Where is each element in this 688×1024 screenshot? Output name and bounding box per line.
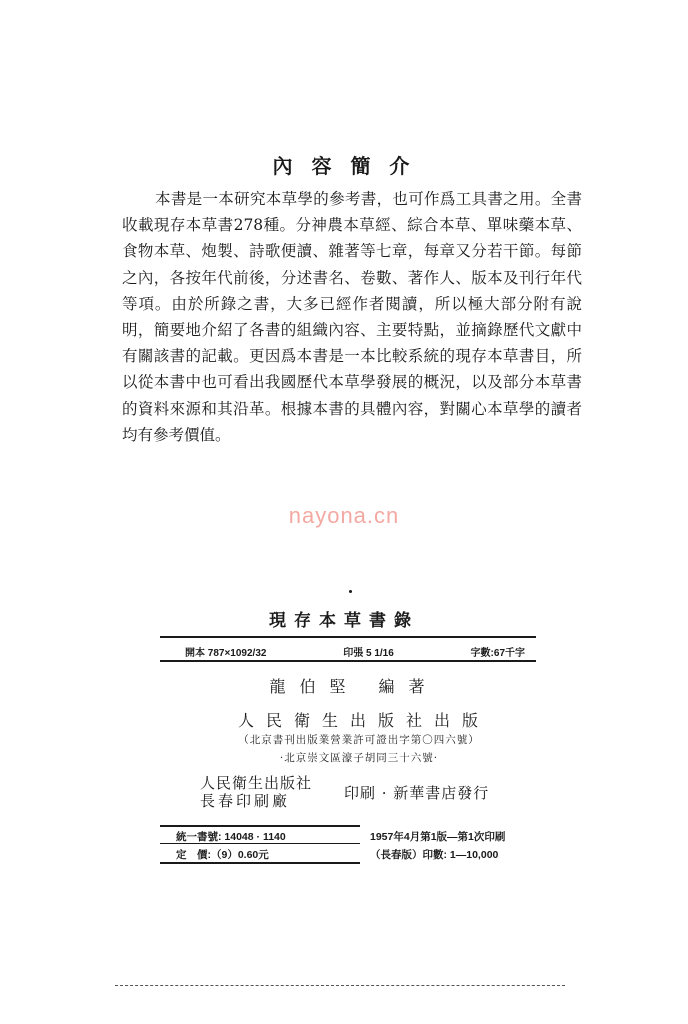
price: 定 價:（9）0.60元: [176, 849, 269, 861]
colophon-top-rule: [160, 636, 536, 638]
printer-suffix: 印刷 · 新華書店發行: [344, 784, 490, 802]
edition-info: 1957年4月第1版—第1次印刷: [370, 831, 506, 843]
words-spec: 字數:67千字: [470, 648, 525, 659]
unified-book-number: 統一書號: 14048 · 1140: [176, 831, 286, 843]
colophon-author: 龍伯堅 編著: [269, 677, 439, 696]
colophon-book-title: 現存本草書錄: [269, 611, 419, 631]
printer-line-2: 長春印刷廠: [200, 792, 291, 810]
format-spec: 開本 787×1092/32: [185, 648, 267, 659]
stray-mark: [349, 590, 352, 593]
colophon-specs: [185, 644, 525, 659]
scan-edge-line: [115, 985, 565, 986]
publisher-license: （北京書刊出版業營業許可證出字第〇四六號）: [238, 734, 480, 746]
colophon-info-rule-mid: [160, 843, 360, 844]
colophon-publisher: 人民衛生出版社出版: [237, 711, 490, 730]
sheets-spec: 印張 5 1/16: [343, 648, 394, 659]
publisher-address: ·北京崇文區濠子胡同三十六號·: [279, 752, 439, 764]
summary-heading: 內 容 簡 介: [272, 154, 416, 178]
watermark: nayona.cn: [288, 503, 400, 528]
colophon-info-rule-top: [160, 825, 360, 827]
colophon-spec-rule: [160, 660, 536, 662]
summary-paragraph: 本書是一本研究本草學的參考書，也可作爲工具書之用。全書收載現存本草書278種。分神農本草經、綜合本草、單味藥本草、食物本草、炮製、詩歌便讀、雜著等七章，每章又分若干節。每節之內，各按年代前後，分述書名、卷數、著作人、版本及刊行年代等項。由於所錄之書，大多已經作者閱讀，所以極大部分附有說明，簡要地介紹了各書的組織內容、主要特點，並摘錄歷代文獻中有關該書的記載。更因爲本書是一本比較系統的現存本草書目，所以從本書中也可看出我國歷代本草學發展的概況，以及部分本草書的資料來源和其沿革。根據本書的具體內容，對關心本草學的讀者均有參考價值。: [122, 190, 582, 444]
printer-line-1: 人民衛生出版社: [200, 774, 313, 792]
colophon-info-rule-bottom: [160, 862, 360, 864]
printer-block: [200, 774, 312, 810]
print-run: （長春版）印數: 1—10,000: [370, 849, 499, 861]
